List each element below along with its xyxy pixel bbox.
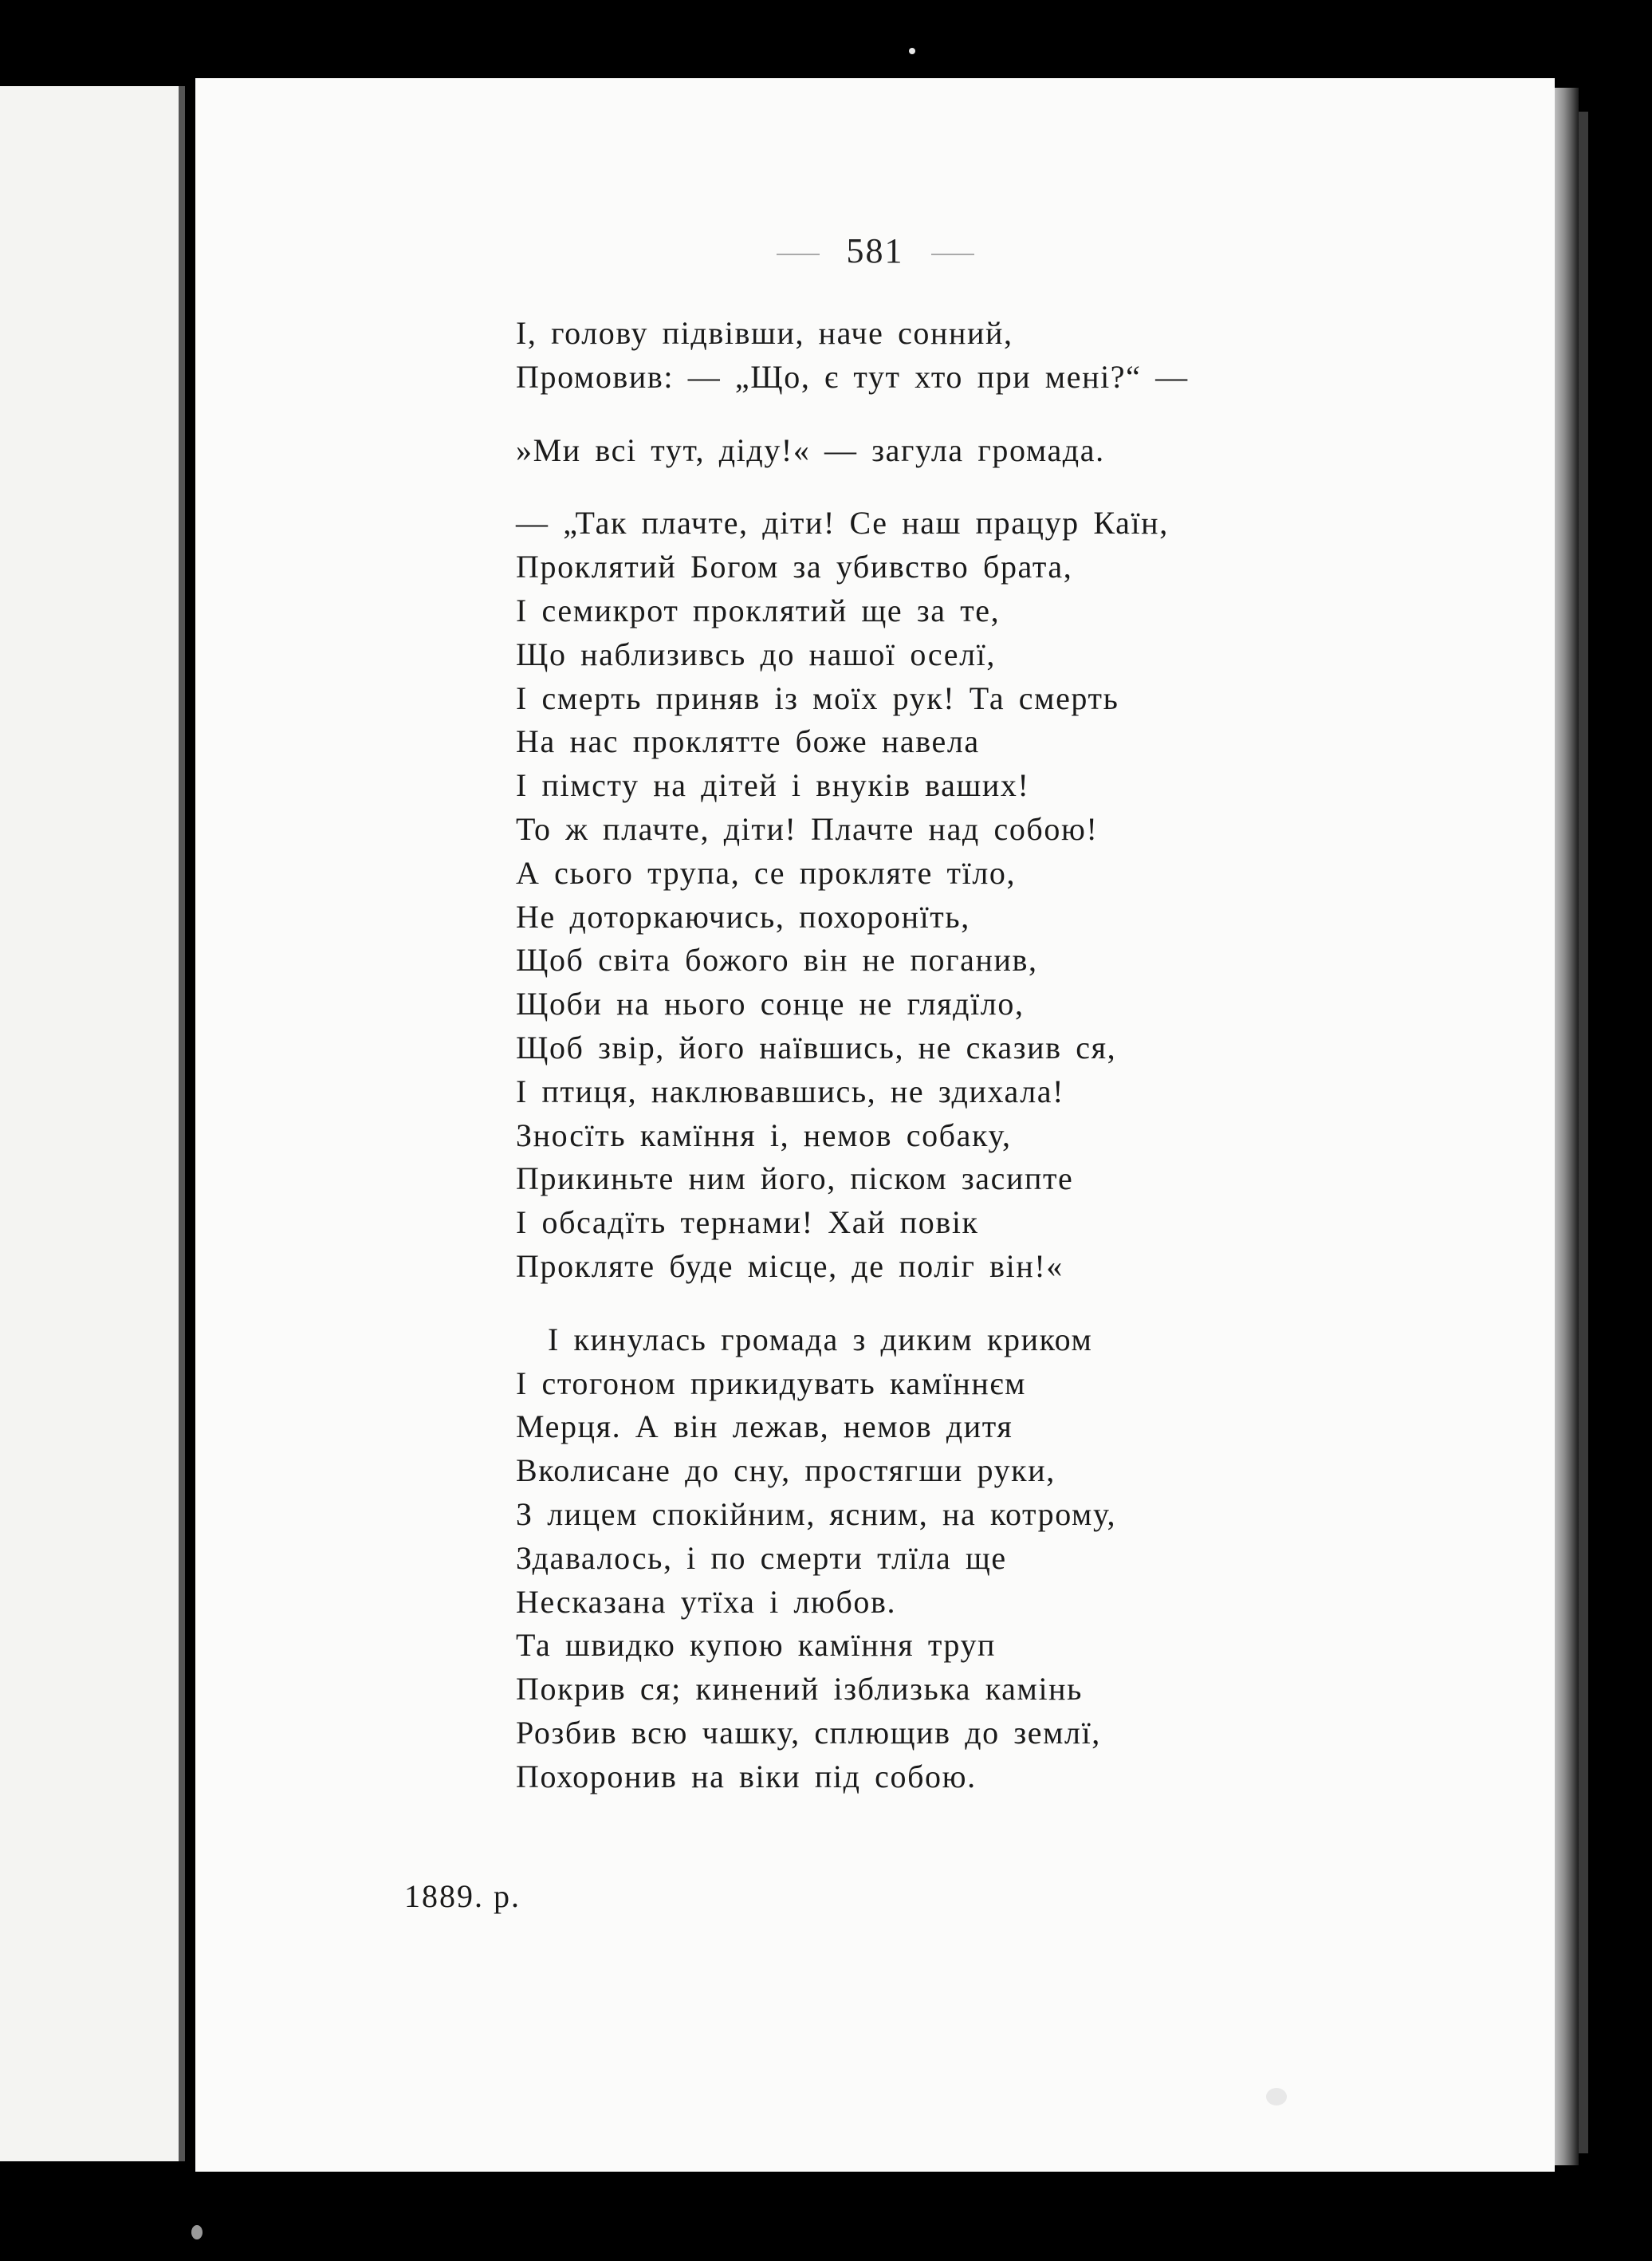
poem-line: Несказана утїха і любов. (516, 1583, 897, 1620)
poem-line: Розбив всю чашку, сплющив до землї, (516, 1714, 1101, 1751)
poem-line: Прокляте буде місце, де поліг він!« (516, 1247, 1064, 1284)
poem-line: А сього трупа, се прокляте тїло, (516, 854, 1017, 891)
page-header (195, 230, 1555, 271)
scan-speck (909, 48, 915, 54)
right-page-shadow (1579, 112, 1588, 2153)
stanza-4 (516, 1318, 1189, 1799)
poem-line: Прикиньте ним його, піском засипте (516, 1160, 1074, 1197)
left-page-edge (0, 86, 185, 2161)
poem-line: »Ми всі тут, діду!« — загула громада. (516, 431, 1105, 468)
poem-line: Та швидко купою камїння труп (516, 1627, 997, 1664)
poem-line: І, голову підвівши, наче сонний, (516, 315, 1013, 351)
poem-line: Проклятий Богом за убивство брата, (516, 549, 1073, 585)
poem-line: Зносїть камїння і, немов собаку, (516, 1117, 1012, 1153)
poem-line: І смерть приняв із моїх рук! Та смерть (516, 679, 1119, 716)
right-page-edge (1555, 88, 1579, 2165)
book-page (195, 78, 1555, 2172)
header-dash-right (931, 254, 974, 255)
year-of-writing: 1889. р. (404, 1878, 521, 1914)
poem-line: На нас проклятте боже навела (516, 723, 980, 760)
poem-line: Вколисане до сну, простягши руки, (516, 1452, 1056, 1489)
stanza-1 (516, 312, 1189, 400)
left-page-gutter (179, 86, 185, 2161)
poem-line: Покрив ся; кинений ізблизька камінь (516, 1671, 1084, 1708)
page-number: 581 (846, 231, 904, 270)
poem-line: Промовив: — „Що, є тут хто при мені?“ — (516, 358, 1189, 395)
poem-line: І обсадїть тернами! Хай повік (516, 1204, 979, 1241)
stanza-3 (516, 502, 1189, 1288)
stanza-2 (516, 429, 1189, 473)
poem-line: Похоронив на віки під собою. (516, 1758, 977, 1794)
header-dash-left (777, 254, 820, 255)
poem-text (516, 312, 1189, 1829)
poem-line: То ж плачте, діти! Плачте над собою! (516, 810, 1099, 847)
poem-line: З лицем спокійним, ясним, на котрому, (516, 1495, 1117, 1532)
poem-line: Що наблизивсь до нашої оселї, (516, 636, 996, 672)
poem-line: І кинулась громада з диким криком (548, 1321, 1093, 1357)
poem-line: І семикрот проклятий ще за те, (516, 592, 1001, 628)
poem-line: Здавалось, і по смерти тлїла ще (516, 1539, 1007, 1576)
poem-line: Щоб звір, його наївшись, не сказив ся, (516, 1029, 1117, 1066)
scan-speck (1266, 2088, 1287, 2105)
poem-line: — „Так плачте, діти! Се наш працур Каїн, (516, 505, 1169, 542)
scan-speck (191, 2225, 203, 2239)
poem-line: І пімсту на дітей і внуків ваших! (516, 767, 1030, 804)
poem-line: І стогоном прикидувать камїннєм (516, 1365, 1027, 1401)
poem-line: І птиця, наклювавшись, не здихала! (516, 1073, 1065, 1109)
poem-line: Щоб світа божого він не поганив, (516, 942, 1038, 979)
poem-line: Мерця. А він лежав, немов дитя (516, 1408, 1013, 1445)
poem-line: Не доторкаючись, похоронїть, (516, 898, 970, 935)
poem-line: Щоби на нього сонце не глядїло, (516, 986, 1025, 1022)
